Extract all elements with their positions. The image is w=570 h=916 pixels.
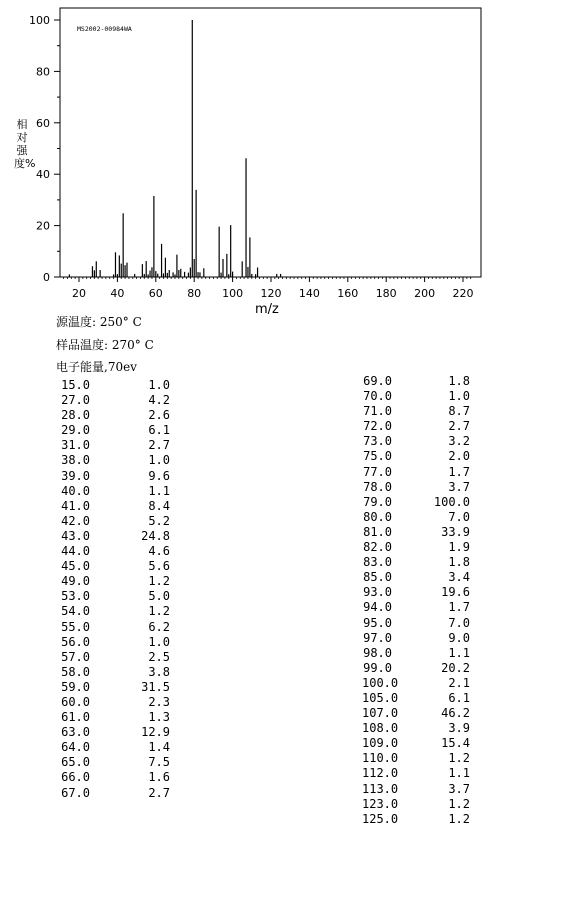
mz-value: 41.0 <box>61 498 90 513</box>
abundance-value: 3.7 <box>448 479 470 494</box>
mz-value: 113.0 <box>362 781 399 796</box>
peak-table-row <box>60 453 180 468</box>
abundance-value: 20.2 <box>441 660 470 675</box>
peak-table-row <box>60 378 180 393</box>
abundance-value: 8.4 <box>148 498 170 513</box>
mz-value: 69.0 <box>363 374 392 388</box>
peak-table-right <box>362 374 472 826</box>
y-tick-label: 0 <box>43 271 50 284</box>
peak-table-row <box>362 510 472 525</box>
mz-value: 85.0 <box>363 570 392 585</box>
mz-value: 59.0 <box>61 679 90 694</box>
mz-value: 49.0 <box>61 574 90 589</box>
mz-value: 99.0 <box>363 660 392 675</box>
peak-table-row <box>60 438 180 453</box>
mz-value: 95.0 <box>363 615 392 630</box>
abundance-value: 1.2 <box>448 811 470 826</box>
abundance-value: 3.7 <box>448 781 470 796</box>
peak-table-row <box>362 540 472 555</box>
mz-value: 108.0 <box>362 721 399 736</box>
abundance-value: 1.2 <box>448 751 470 766</box>
mz-value: 60.0 <box>61 694 90 709</box>
mz-value: 105.0 <box>362 690 399 705</box>
mz-value: 45.0 <box>61 559 90 574</box>
mz-value: 42.0 <box>61 513 90 528</box>
abundance-value: 1.0 <box>148 634 170 649</box>
mz-value: 107.0 <box>362 706 399 721</box>
mz-value: 43.0 <box>61 528 90 543</box>
x-tick-label: 20 <box>72 287 86 300</box>
peak-table-row <box>60 423 180 438</box>
peak-table-row <box>362 525 472 540</box>
mz-value: 53.0 <box>61 589 90 604</box>
peak-table-row <box>60 393 180 408</box>
peak-table-row <box>362 706 472 721</box>
abundance-value: 6.1 <box>448 690 470 705</box>
abundance-value: 6.1 <box>148 423 170 438</box>
abundance-value: 2.7 <box>148 785 170 800</box>
abundance-value: 1.0 <box>448 389 470 404</box>
abundance-value: 1.0 <box>148 453 170 468</box>
mz-value: 65.0 <box>61 755 90 770</box>
peak-table-row <box>60 755 180 770</box>
peak-table-row <box>362 661 472 676</box>
peak-table-row <box>362 404 472 419</box>
abundance-value: 8.7 <box>448 404 470 419</box>
abundance-value: 1.2 <box>148 604 170 619</box>
abundance-value: 2.3 <box>148 694 170 709</box>
mz-value: 77.0 <box>363 464 392 479</box>
abundance-value: 4.2 <box>148 393 170 408</box>
peak-table-row <box>362 782 472 797</box>
abundance-value: 1.6 <box>148 770 170 785</box>
abundance-value: 3.2 <box>448 434 470 449</box>
mz-value: 54.0 <box>61 604 90 619</box>
mz-value: 98.0 <box>363 645 392 660</box>
mz-value: 40.0 <box>61 483 90 498</box>
x-tick-label: 40 <box>110 287 125 300</box>
peak-table-row <box>362 555 472 570</box>
peak-table-row <box>362 465 472 480</box>
peak-table-row <box>362 389 472 404</box>
x-axis-label: m/z <box>255 302 279 317</box>
abundance-value: 2.6 <box>148 408 170 423</box>
mz-value: 64.0 <box>61 740 90 755</box>
mz-value: 78.0 <box>363 479 392 494</box>
y-axis-label: 相对强度% <box>14 118 36 170</box>
mz-value: 55.0 <box>61 619 90 634</box>
abundance-value: 46.2 <box>441 706 470 721</box>
abundance-value: 31.5 <box>141 679 170 694</box>
mass-spectrum-chart <box>0 0 570 320</box>
abundance-value: 19.6 <box>441 585 470 600</box>
peak-table-row <box>362 797 472 812</box>
abundance-value: 2.1 <box>448 675 470 690</box>
mz-value: 15.0 <box>61 378 90 392</box>
mz-value: 80.0 <box>363 509 392 524</box>
peak-table-left <box>60 378 180 801</box>
mz-value: 38.0 <box>61 453 90 468</box>
abundance-value: 9.0 <box>448 630 470 645</box>
electron-energy: 电子能量,70ev <box>56 360 137 374</box>
x-tick-label: 140 <box>298 287 320 300</box>
peak-table-row <box>60 574 180 589</box>
abundance-value: 6.2 <box>148 619 170 634</box>
abundance-value: 1.4 <box>148 740 170 755</box>
x-tick-label: 160 <box>337 287 359 300</box>
peak-table-row <box>60 604 180 619</box>
abundance-value: 12.9 <box>141 725 170 740</box>
abundance-value: 1.1 <box>448 766 470 781</box>
abundance-value: 100.0 <box>433 494 470 509</box>
mz-value: 56.0 <box>61 634 90 649</box>
mz-value: 97.0 <box>363 630 392 645</box>
abundance-value: 2.5 <box>148 649 170 664</box>
abundance-value: 3.8 <box>148 664 170 679</box>
mz-value: 79.0 <box>363 494 392 509</box>
abundance-value: 3.9 <box>448 721 470 736</box>
peak-table-row <box>362 736 472 751</box>
peak-table-row <box>362 676 472 691</box>
mz-value: 67.0 <box>61 785 90 800</box>
mz-value: 27.0 <box>61 393 90 408</box>
x-tick-label: 120 <box>260 287 282 300</box>
peak-table-row <box>60 725 180 740</box>
y-tick-label: 100 <box>29 14 50 27</box>
x-tick-label: 60 <box>148 287 163 300</box>
abundance-value: 5.2 <box>148 513 170 528</box>
abundance-value: 15.4 <box>441 736 470 751</box>
y-tick-label: 20 <box>36 219 50 233</box>
abundance-value: 1.0 <box>148 378 170 392</box>
abundance-value: 24.8 <box>141 528 170 543</box>
peak-table-row <box>60 710 180 725</box>
abundance-value: 7.0 <box>448 509 470 524</box>
peak-table-row <box>362 434 472 449</box>
peak-table-row <box>60 635 180 650</box>
mz-value: 28.0 <box>61 408 90 423</box>
abundance-value: 9.6 <box>148 468 170 483</box>
abundance-value: 7.0 <box>448 615 470 630</box>
mz-value: 94.0 <box>363 600 392 615</box>
mz-value: 61.0 <box>61 710 90 725</box>
y-tick-label: 40 <box>36 168 50 182</box>
abundance-value: 2.0 <box>448 449 470 464</box>
peak-table-row <box>60 695 180 710</box>
abundance-value: 1.7 <box>448 464 470 479</box>
abundance-value: 7.5 <box>148 755 170 770</box>
abundance-value: 1.9 <box>448 540 470 555</box>
sample-temperature: 样品温度: 270° C <box>56 338 154 352</box>
peak-table-row <box>60 499 180 514</box>
mz-value: 39.0 <box>61 468 90 483</box>
peak-table-row <box>362 631 472 646</box>
mz-value: 70.0 <box>363 389 392 404</box>
peak-table-row <box>362 585 472 600</box>
mz-value: 93.0 <box>363 585 392 600</box>
mz-value: 63.0 <box>61 725 90 740</box>
peak-table-row <box>60 484 180 499</box>
mz-value: 83.0 <box>363 555 392 570</box>
peak-table-row <box>362 480 472 495</box>
mz-value: 109.0 <box>362 736 399 751</box>
mz-value: 44.0 <box>61 544 90 559</box>
mz-value: 73.0 <box>363 434 392 449</box>
mz-value: 100.0 <box>362 675 399 690</box>
x-tick-label: 100 <box>222 287 244 300</box>
mz-value: 125.0 <box>362 811 399 826</box>
peak-table-row <box>60 469 180 484</box>
peak-table-row <box>362 721 472 736</box>
peak-table-row <box>60 529 180 544</box>
peak-table-row <box>60 544 180 559</box>
mz-value: 75.0 <box>363 449 392 464</box>
abundance-value: 1.8 <box>448 374 470 388</box>
mz-value: 110.0 <box>362 751 399 766</box>
peak-table-row <box>60 559 180 574</box>
mz-value: 123.0 <box>362 796 399 811</box>
abundance-value: 2.7 <box>148 438 170 453</box>
peak-table-row <box>362 691 472 706</box>
abundance-value: 2.7 <box>448 419 470 434</box>
abundance-value: 1.2 <box>148 574 170 589</box>
x-tick-label: 220 <box>452 287 474 300</box>
peak-table-row <box>362 419 472 434</box>
peak-table-row <box>362 374 472 389</box>
peak-table-row <box>362 751 472 766</box>
peak-table-row <box>60 620 180 635</box>
chart-title: MS2002-00984WA <box>77 25 132 33</box>
peak-table-row <box>362 449 472 464</box>
peak-table-row <box>60 650 180 665</box>
x-tick-label: 80 <box>187 287 202 300</box>
mz-value: 71.0 <box>363 404 392 419</box>
abundance-value: 33.9 <box>441 524 470 539</box>
peak-table-row <box>362 766 472 781</box>
mz-value: 29.0 <box>61 423 90 438</box>
abundance-value: 5.0 <box>148 589 170 604</box>
peak-table-row <box>362 570 472 585</box>
peak-table-row <box>362 600 472 615</box>
abundance-value: 1.2 <box>448 796 470 811</box>
mz-value: 112.0 <box>362 766 399 781</box>
peak-table-row <box>60 770 180 785</box>
source-temperature: 源温度: 250° C <box>56 315 142 329</box>
abundance-value: 3.4 <box>448 570 470 585</box>
peak-table-row <box>362 616 472 631</box>
y-tick-label: 80 <box>36 65 50 79</box>
peak-table-row <box>362 495 472 510</box>
mz-value: 66.0 <box>61 770 90 785</box>
abundance-value: 4.6 <box>148 544 170 559</box>
mz-value: 58.0 <box>61 664 90 679</box>
abundance-value: 5.6 <box>148 559 170 574</box>
peak-table-row <box>362 812 472 827</box>
abundance-value: 1.8 <box>448 555 470 570</box>
peak-table-row <box>60 680 180 695</box>
mz-value: 31.0 <box>61 438 90 453</box>
peak-table-row <box>60 740 180 755</box>
y-tick-label: 60 <box>36 116 50 130</box>
abundance-value: 1.7 <box>448 600 470 615</box>
mz-value: 57.0 <box>61 649 90 664</box>
mz-value: 82.0 <box>363 540 392 555</box>
peak-table-row <box>362 646 472 661</box>
x-tick-label: 200 <box>414 287 436 300</box>
peak-table-row <box>60 786 180 801</box>
peak-table-row <box>60 665 180 680</box>
peak-table-row <box>60 589 180 604</box>
mz-value: 72.0 <box>363 419 392 434</box>
peak-table-row <box>60 514 180 529</box>
x-tick-label: 180 <box>375 287 397 300</box>
abundance-value: 1.3 <box>148 710 170 725</box>
mz-value: 81.0 <box>363 524 392 539</box>
abundance-value: 1.1 <box>148 483 170 498</box>
peak-table-row <box>60 408 180 423</box>
abundance-value: 1.1 <box>448 645 470 660</box>
